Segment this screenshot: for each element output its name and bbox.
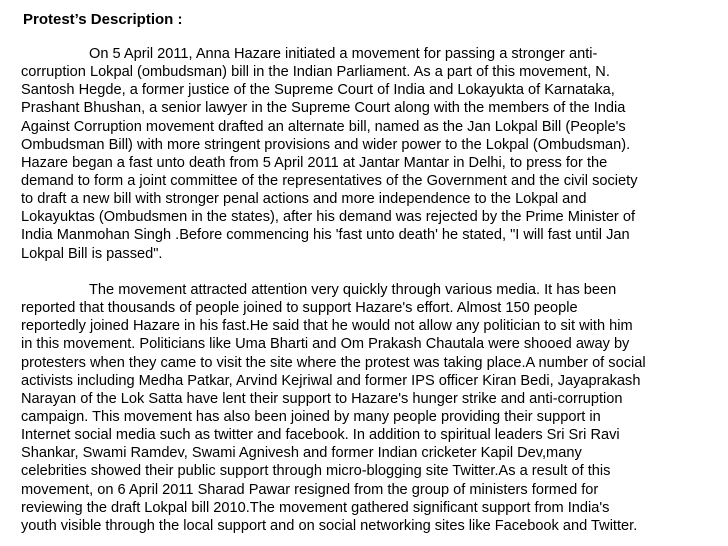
paragraph-line: Lokayuktas (Ombudsmen in the states), after his demand was rejected by the Prime Minister of xyxy=(21,209,636,226)
paragraph-line: Ombudsman Bill) with more stringent provisions and wider power to the Lokpal (Ombudsman). xyxy=(21,136,631,153)
paragraph-line: The movement attracted attention very quickly through various media. It has been xyxy=(89,282,617,298)
paragraph-line: Narayan of the Lok Satta have lent their support to Hazare's hunger strike and anti-corruption xyxy=(21,390,623,407)
paragraph-line: India Manmohan Singh .Before commencing his 'fast unto death' he stated, "I will fast until Jan xyxy=(21,227,630,244)
paragraph-line: Santosh Hegde, a former justice of the Supreme Court of India and Lokayukta of Karnataka, xyxy=(21,82,615,99)
paragraph-1 xyxy=(21,45,638,263)
paragraph-line: campaign. This movement has also been joined by many people providing their support in xyxy=(21,408,601,425)
paragraph-line: reviewing the draft Lokpal bill 2010.The movement gathered significant support from India's xyxy=(21,499,610,516)
paragraph-line: Internet social media such as twitter and facebook. In addition to spiritual leaders Sri Sri Ravi xyxy=(21,427,620,444)
paragraph-line: corruption Lokpal (ombudsman) bill in the Indian Parliament. As a part of this movement, N. xyxy=(21,64,610,81)
paragraph-line: movement, on 6 April 2011 Sharad Pawar resigned from the group of ministers formed for xyxy=(21,481,599,498)
paragraph-line: youth visible through the local support and on social networking sites like Facebook and Twitter. xyxy=(21,517,638,534)
paragraph-line: celebrities showed their public support through micro-blogging site Twitter.As a result of this xyxy=(21,463,611,480)
paragraph-line: Against Corruption movement drafted an alternate bill, named as the Jan Lokpal Bill (People's xyxy=(21,118,626,135)
paragraph-line: protesters when they came to visit the site where the protest was taking place.A number of social xyxy=(21,354,646,371)
paragraph-line: Shankar, Swami Ramdev, Swami Agnivesh and former Indian cricketer Kapil Dev,many xyxy=(21,445,582,462)
paragraph-2 xyxy=(21,281,646,535)
paragraph-line: to draft a new bill with stronger penal actions and more independence to the Lokpal and xyxy=(21,191,587,208)
paragraph-line: Hazare began a fast unto death from 5 April 2011 at Jantar Mantar in Delhi, to press for the xyxy=(21,154,608,171)
paragraph-line: Lokpal Bill is passed". xyxy=(21,245,163,262)
paragraph-line: reportedly joined Hazare in his fast.He said that he would not allow any politician to sit with him xyxy=(21,318,633,335)
section-heading: Protest’s Description : xyxy=(23,11,183,28)
paragraph-line: activists including Medha Patkar, Arvind Kejriwal and former IPS officer Kiran Bedi, Jayaprakash xyxy=(21,372,641,389)
paragraph-line: in this movement. Politicians like Uma Bharti and Om Prakash Chautala were shooed away by xyxy=(21,336,630,353)
paragraph-line: reported that thousands of people joined to support Hazare's effort. Almost 150 people xyxy=(21,300,578,317)
paragraph-line: Prashant Bhushan, a senior lawyer in the Supreme Court along with the members of the India xyxy=(21,100,626,117)
paragraph-line: demand to form a joint committee of the representatives of the Government and the civil society xyxy=(21,172,638,189)
paragraph-line: On 5 April 2011, Anna Hazare initiated a movement for passing a stronger anti- xyxy=(89,46,598,62)
